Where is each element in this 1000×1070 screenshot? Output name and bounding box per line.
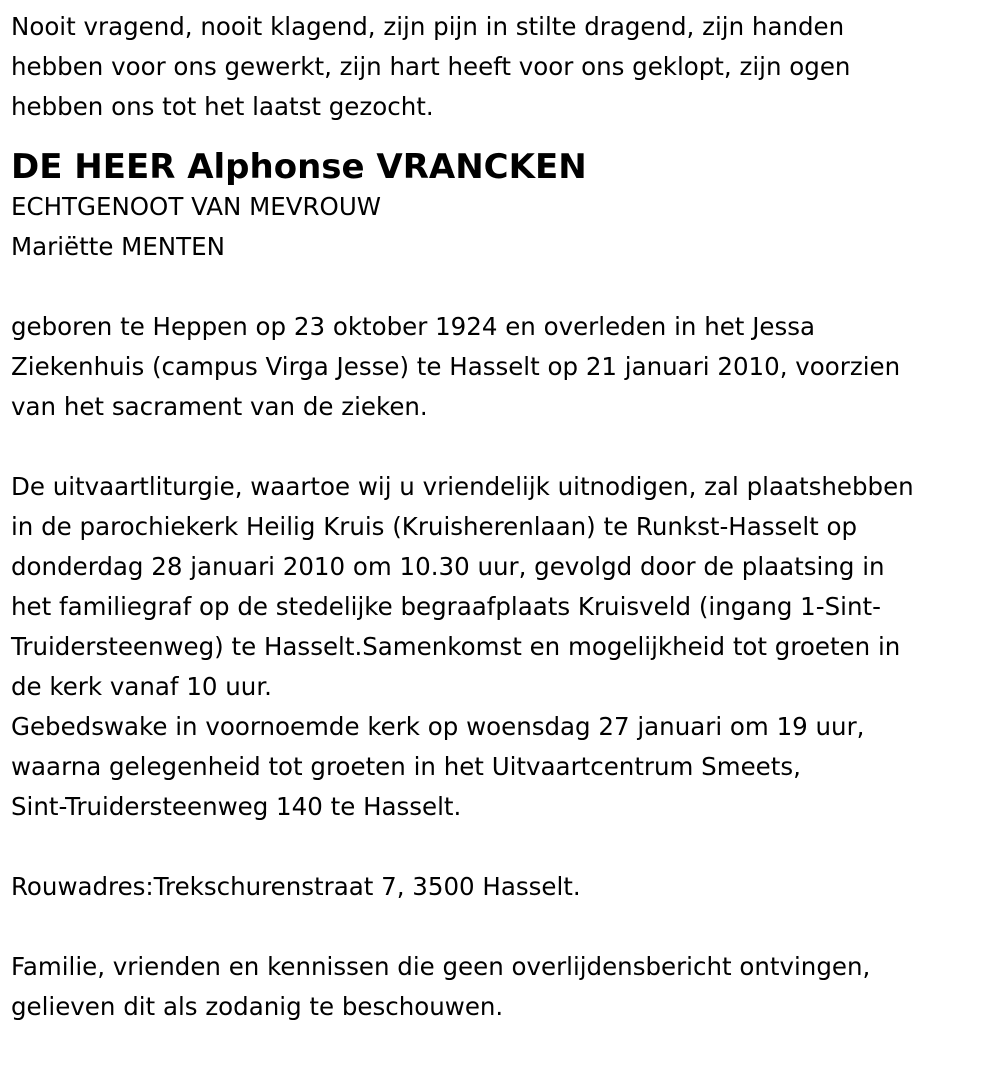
- address-line: Rouwadres:Trekschurenstraat 7, 3500 Hasselt.: [11, 872, 581, 901]
- funeral-line: waarna gelegenheid tot groeten in het Uitvaartcentrum Smeets,: [11, 752, 801, 781]
- closing-line: gelieven dit als zodanig te beschouwen.: [11, 992, 504, 1021]
- spouse-line: Mariëtte MENTEN: [11, 232, 225, 261]
- obituary-notice: [11, 7, 996, 1027]
- intro-line: hebben voor ons gewerkt, zijn hart heeft voor ons geklopt, zijn ogen: [11, 52, 851, 81]
- spouse-line: ECHTGENOOT VAN MEVROUW: [11, 192, 382, 221]
- intro-line: hebben ons tot het laatst gezocht.: [11, 92, 434, 121]
- funeral-line: Gebedswake in voornoemde kerk op woensdag 27 januari om 19 uur,: [11, 712, 865, 741]
- funeral-line: het familiegraf op de stedelijke begraafplaats Kruisveld (ingang 1-Sint-: [11, 592, 881, 621]
- birth-line: van het sacrament van de zieken.: [11, 392, 428, 421]
- spacer: [11, 427, 996, 467]
- funeral-line: donderdag 28 januari 2010 om 10.30 uur, gevolgd door de plaatsing in: [11, 552, 885, 581]
- birth-line: geboren te Heppen op 23 oktober 1924 en overleden in het Jessa: [11, 312, 816, 341]
- mourning-address: [11, 867, 996, 907]
- spacer: [11, 907, 996, 947]
- funeral-line: de kerk vanaf 10 uur.: [11, 672, 272, 701]
- intro-poem: [11, 7, 996, 127]
- funeral-line: Sint-Truidersteenweg 140 te Hasselt.: [11, 792, 462, 821]
- funeral-line: Truidersteenweg) te Hasselt.Samenkomst en mogelijkheid tot groeten in: [11, 632, 901, 661]
- closing-note: [11, 947, 996, 1027]
- funeral-line: in de parochiekerk Heilig Kruis (Kruisherenlaan) te Runkst-Hasselt op: [11, 512, 858, 541]
- spouse-info: [11, 187, 996, 267]
- funeral-info: [11, 467, 996, 827]
- funeral-line: De uitvaartliturgie, waartoe wij u vriendelijk uitnodigen, zal plaatshebben: [11, 472, 914, 501]
- birth-death-info: [11, 307, 996, 427]
- closing-line: Familie, vrienden en kennissen die geen overlijdensbericht ontvingen,: [11, 952, 871, 981]
- spacer: [11, 267, 996, 307]
- birth-line: Ziekenhuis (campus Virga Jesse) te Hasselt op 21 januari 2010, voorzien: [11, 352, 901, 381]
- spacer: [11, 827, 996, 867]
- intro-line: Nooit vragend, nooit klagend, zijn pijn in stilte dragend, zijn handen: [11, 12, 845, 41]
- deceased-name: DE HEER Alphonse VRANCKEN: [11, 147, 587, 187]
